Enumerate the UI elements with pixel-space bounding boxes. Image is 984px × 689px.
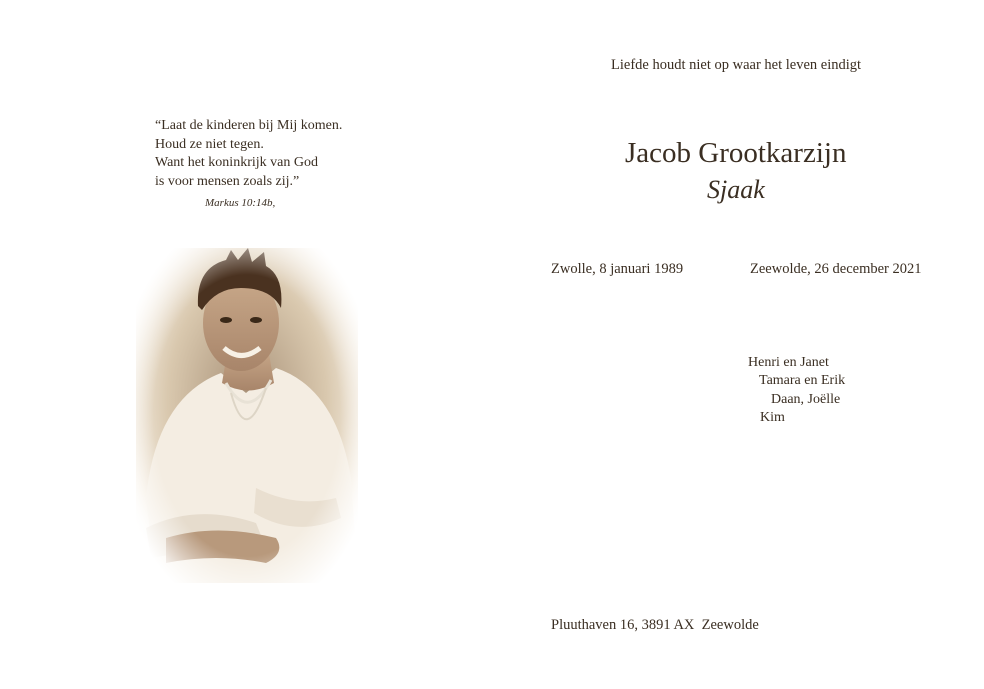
bible-verse [155, 117, 342, 191]
address: Pluuthaven 16, 3891 AX Zeewolde [551, 617, 759, 633]
death-date: Zeewolde, 26 december 2021 [750, 261, 922, 277]
family-line: Henri en Janet [748, 355, 829, 370]
verse-line: “Laat de kinderen bij Mij komen. [155, 118, 343, 133]
portrait-photo [136, 248, 358, 583]
family-line: Tamara en Erik [759, 373, 846, 388]
motto: Liefde houdt niet op waar het leven eindigt [611, 57, 862, 73]
nickname: Sjaak [707, 175, 765, 204]
verse-line: Want het koninkrijk van God [155, 155, 318, 170]
verse-line: is voor mensen zoals zij.” [155, 173, 300, 189]
verse-line: Houd ze niet tegen. [155, 136, 264, 152]
family-line: Daan, Joëlle [771, 392, 841, 407]
family-line: Kim [760, 410, 785, 425]
deceased-name: Jacob Grootkarzijn [625, 137, 847, 169]
verse-reference: Markus 10:14b, [205, 197, 276, 209]
birth-date: Zwolle, 8 januari 1989 [551, 261, 684, 277]
